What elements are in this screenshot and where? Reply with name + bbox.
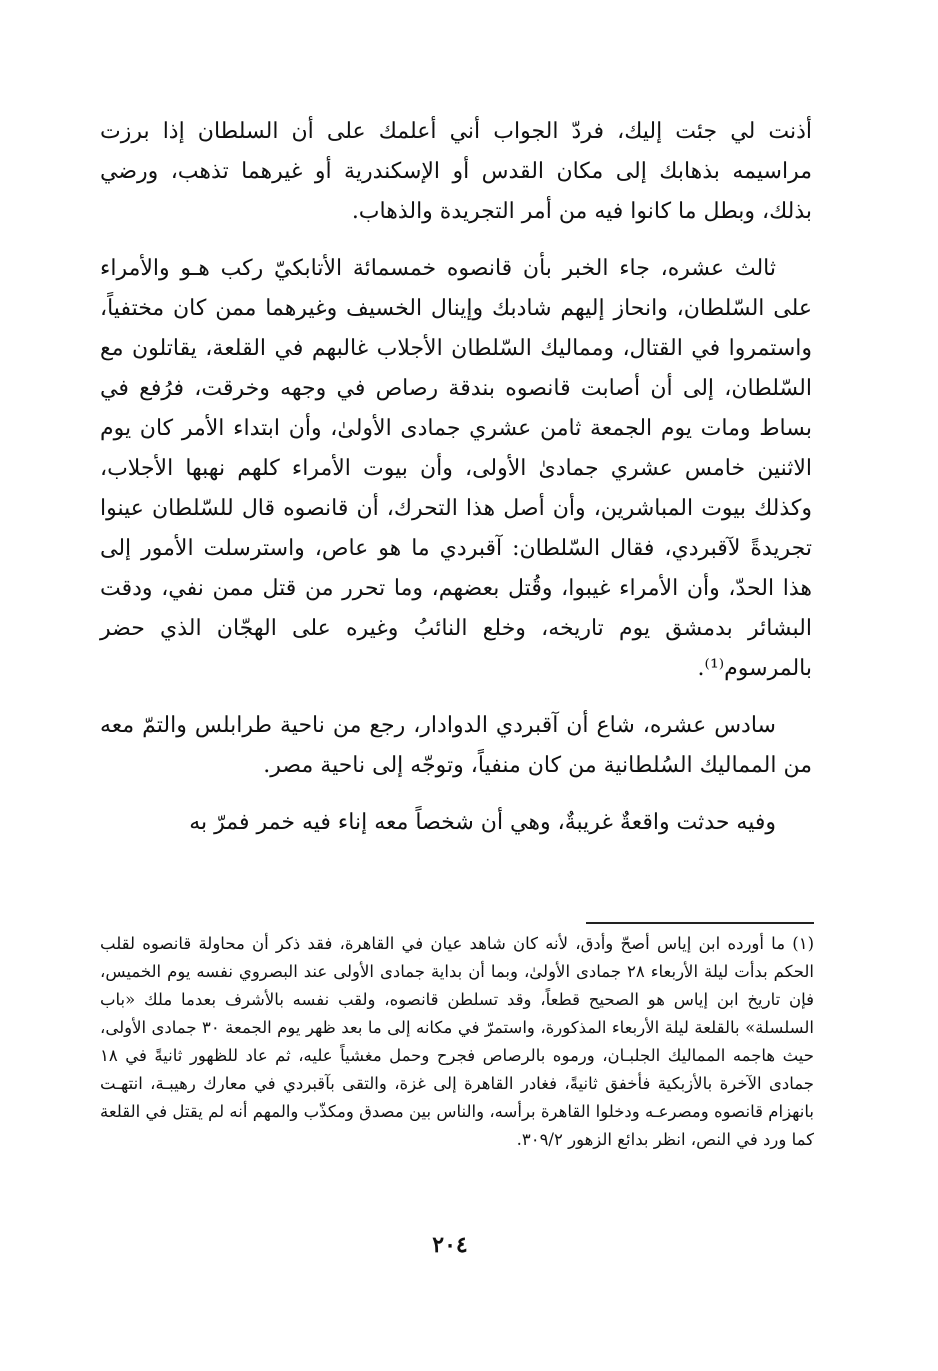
main-text-body (100, 112, 812, 860)
page-number: ٢٠٤ (432, 1232, 468, 1258)
footnotes-section (100, 930, 814, 1154)
paragraph-incident: وفيه حدثت واقعةٌ غريبةٌ، وهي أن شخصاً معه إناء فيه خمر فمرّ به (189, 810, 776, 835)
footnote-1: (١) ما أورده ابن إياس أصحّ وأدق، لأنه كان شاهد عيان في القاهرة، فقد ذكر أن محاولة قانصوه لقلب الحكم بدأت ليلة الأربعاء ٢٨ جمادى الأولىٰ، وبما أن بداية جمادى الأولى عند البصروي نفسه يوم الخميس، فإن تاريخ ابن إياس هو الصحيح قطعاً، وقد تسلطن قانصوه، ولقب نفسه بالأشرف بعدما ملك «باب السلسلة» بالقلعة ليلة الأربعاء المذكورة، واستمرّ في مكانه إلى ما بعد ظهر يوم الجمعة ٣٠ جمادى الأولى، حيث هاجمه المماليك الجلبـان، ورموه بالرصاص فجرح وحمل مغشياً عليه، ثم عاد للظهور ثانيةً في ١٨ جمادى الآخرة بالأزبكية فأخفق ثانيةً، فغادر القاهرة إلى غزة، والتقى بآقبردي في معارك رهيبـة، انتهـت بانهزام قانصوه ومصرعـه ودخلوا القاهرة برأسه، والناس بين مصدق ومكذّب والمهم أنه لم يقتل في القلعة كما ورد في النص، انظر بدائع الزهور ٣٠٩/٢. (100, 934, 814, 1149)
paragraph-sixteenth: سادس عشره، شاع أن آقبردي الدوادار، رجع من ناحية طرابلس والتمّ معه من المماليك السُلطانية من كان منفياً، وتوجّه إلى ناحية مصر. (100, 713, 812, 778)
paragraph-thirteenth: ثالث عشره، جاء الخبر بأن قانصوه خمسمائة الأتابكيّ ركب هـو والأمراء على السّلطان، وانحاز إليهم شادبك وإينال الخسيف وغيرهما ممن كان مختفياً، واستمروا في القتال، ومماليك السّلطان الأجلاب غالبهم في القلعة، يقاتلون مع السّلطان، إلى أن أصابت قانصوه بندقة رصاص في وجهه وخرقت، فرُفع في بساط ومات يوم الجمعة ثامن عشري جمادى الأولىٰ، وأن ابتداء الأمر كان يوم الاثنين خامس عشري جمادىٰ الأولى، وأن بيوت الأمراء كلهم نهبها الأجلاب، وكذلك بيوت المباشرين، وأن أصل هذا التحرك، أن قانصوه قال للسّلطان عينوا تجريدةً لآقبردي، فقال السّلطان: آقبردي ما هو عاص، واسترسلت الأمور إلى هذا الحدّ، وأن الأمراء غيبوا، وقُتل بعضهم، وما تحرر من قتل ممن نفي، ودقت البشائر بدمشق يوم تاريخه، وخلع النائبُ وغيره على الهجّان الذي حضر بالمرسوم⁽¹⁾. (100, 256, 812, 681)
footnote-divider (586, 922, 814, 924)
paragraph-continuation: أذنت لي جئت إليك، فردّ الجواب أني أعلمك على أن السلطان إذا برزت مراسيمه بذهابك إلى مكان القدس أو الإسكندرية أو غيرهما تذهب، ورضي بذلك، وبطل ما كانوا فيه من أمر التجريدة والذهاب. (100, 119, 812, 224)
